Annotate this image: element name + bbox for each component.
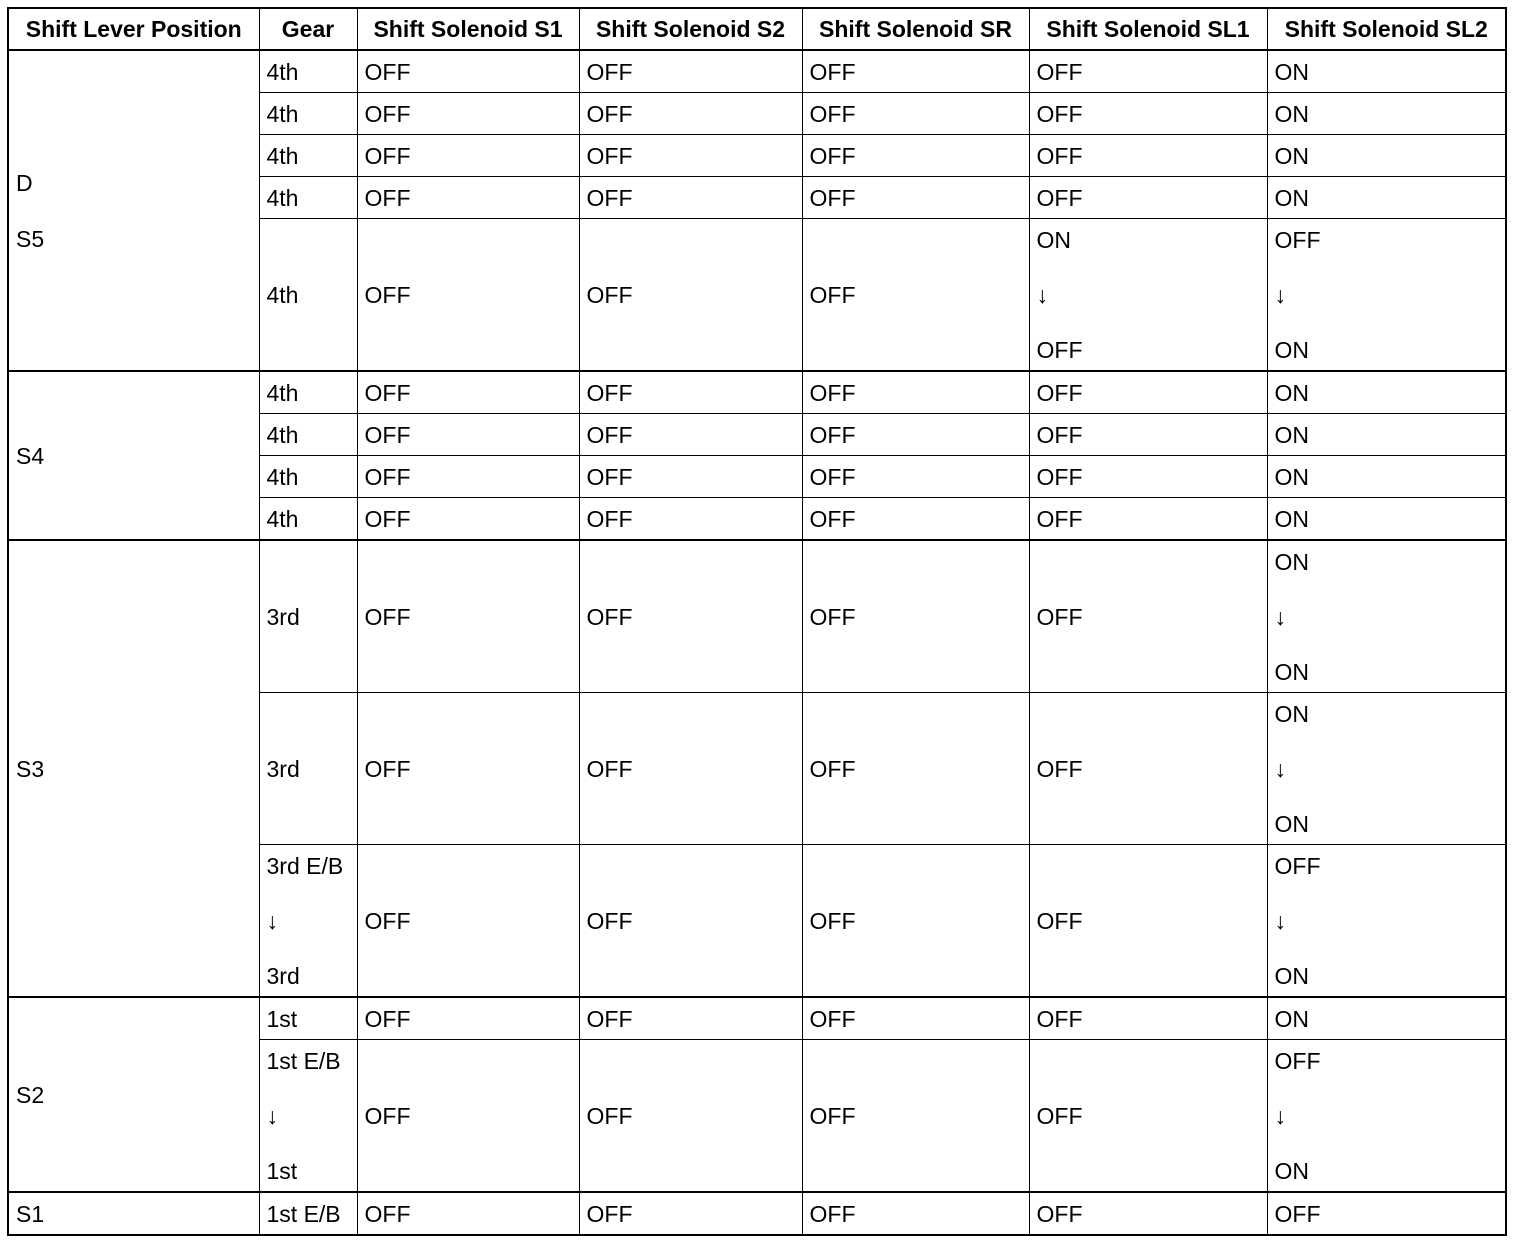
arrow-down-icon: ↓ [1274,603,1286,630]
header-shift-solenoid-s2: Shift Solenoid S2 [579,8,802,50]
s2-cell: OFF [579,845,802,998]
sr-cell: OFF [802,219,1029,372]
header-shift-solenoid-sl2: Shift Solenoid SL2 [1267,8,1506,50]
sl1-cell: OFF [1029,456,1267,498]
s1-cell: OFF [357,177,579,219]
sr-cell: OFF [802,177,1029,219]
arrow-down-icon: ↓ [266,1102,278,1129]
s1-cell: OFF [357,414,579,456]
table-body [8,50,1506,1235]
arrow-down-icon: ↓ [266,907,278,934]
table-row [8,371,1506,414]
sl1-cell: OFF [1029,1192,1267,1235]
sl2-cell: ON [1267,177,1506,219]
sl2-cell: ON [1267,135,1506,177]
cell-value: OFF [1274,226,1321,253]
arrow-down-icon: ↓ [1274,1102,1286,1129]
sl2-cell: ON [1267,997,1506,1040]
cell-value: 1st [266,1157,298,1184]
table-row [8,1192,1506,1235]
s1-cell: OFF [357,997,579,1040]
s1-cell: OFF [357,1192,579,1235]
cell-value: ON [1274,1157,1309,1184]
sl2-cell: ON [1267,93,1506,135]
s1-cell: OFF [357,135,579,177]
gear-cell: 4th [259,135,357,177]
sl1-cell: OFF [1029,1040,1267,1193]
cell-value: ON [1274,336,1309,363]
cell-value: OFF [1274,1047,1321,1074]
arrow-down-icon: ↓ [1036,281,1048,308]
s2-cell: OFF [579,693,802,845]
gear-cell: 4th [259,371,357,414]
s1-cell: OFF [357,371,579,414]
sr-cell: OFF [802,845,1029,998]
gear-cell: 4th [259,177,357,219]
sr-cell: OFF [802,50,1029,93]
cell-value: ON [1036,226,1071,253]
sr-cell: OFF [802,693,1029,845]
s2-cell: OFF [579,219,802,372]
s1-cell: OFF [357,540,579,693]
sl2-cell [1267,845,1506,998]
sr-cell: OFF [802,540,1029,693]
cell-value: ON [1274,548,1309,575]
shift-lever-position-label: S3 [16,755,45,782]
cell-value: OFF [1274,852,1321,879]
s2-cell: OFF [579,498,802,541]
table-row [8,50,1506,93]
s1-cell: OFF [357,845,579,998]
gear-cell: 4th [259,93,357,135]
sr-cell: OFF [802,997,1029,1040]
shift-lever-position-cell [8,371,259,540]
sl2-cell [1267,219,1506,372]
sr-cell: OFF [802,93,1029,135]
shift-lever-position-cell [8,1192,259,1235]
header-shift-solenoid-sr: Shift Solenoid SR [802,8,1029,50]
gear-cell: 4th [259,456,357,498]
gear-cell: 4th [259,414,357,456]
cell-value: 3rd E/B [266,852,344,879]
sl1-cell: OFF [1029,93,1267,135]
header-row [8,8,1506,50]
gear-cell [259,1040,357,1193]
s2-cell: OFF [579,540,802,693]
shift-lever-position-cell [8,50,259,371]
sl1-cell: OFF [1029,177,1267,219]
header-shift-lever-position: Shift Lever Position [8,8,259,50]
s1-cell: OFF [357,456,579,498]
sr-cell: OFF [802,371,1029,414]
cell-value: ON [1274,700,1309,727]
cell-value: ON [1274,658,1309,685]
sl1-cell: OFF [1029,371,1267,414]
sl1-cell: OFF [1029,997,1267,1040]
sr-cell: OFF [802,414,1029,456]
table-row [8,997,1506,1040]
shift-lever-position-label: S2 [16,1081,45,1108]
sl1-cell [1029,219,1267,372]
shift-lever-position-label: S4 [16,442,45,469]
sr-cell: OFF [802,498,1029,541]
s2-cell: OFF [579,414,802,456]
sl2-cell: ON [1267,371,1506,414]
sl1-cell: OFF [1029,540,1267,693]
sl2-cell: OFF [1267,1192,1506,1235]
s1-cell: OFF [357,693,579,845]
shift-lever-position-label: S5 [16,225,45,252]
s2-cell: OFF [579,177,802,219]
sl2-cell: ON [1267,50,1506,93]
gear-cell: 1st E/B [259,1192,357,1235]
sl2-cell [1267,693,1506,845]
s1-cell: OFF [357,219,579,372]
s2-cell: OFF [579,1040,802,1193]
s2-cell: OFF [579,371,802,414]
sl1-cell: OFF [1029,845,1267,998]
gear-cell: 3rd [259,540,357,693]
s1-cell: OFF [357,93,579,135]
cell-value: 1st E/B [266,1047,341,1074]
sl2-cell: ON [1267,498,1506,541]
arrow-down-icon: ↓ [1274,281,1286,308]
sl2-cell: ON [1267,414,1506,456]
sl1-cell: OFF [1029,414,1267,456]
sl2-cell: ON [1267,456,1506,498]
cell-value: OFF [1036,336,1083,363]
s2-cell: OFF [579,1192,802,1235]
gear-cell: 4th [259,498,357,541]
s2-cell: OFF [579,456,802,498]
arrow-down-icon: ↓ [1274,755,1286,782]
gear-cell: 4th [259,219,357,372]
s1-cell: OFF [357,1040,579,1193]
shift-lever-position-cell [8,997,259,1192]
shift-lever-position-cell [8,540,259,997]
sl1-cell: OFF [1029,135,1267,177]
s2-cell: OFF [579,93,802,135]
header-shift-solenoid-sl1: Shift Solenoid SL1 [1029,8,1267,50]
sr-cell: OFF [802,135,1029,177]
s2-cell: OFF [579,135,802,177]
sr-cell: OFF [802,456,1029,498]
s2-cell: OFF [579,50,802,93]
sl2-cell [1267,1040,1506,1193]
sr-cell: OFF [802,1192,1029,1235]
shift-lever-position-label: S1 [16,1200,45,1227]
s1-cell: OFF [357,498,579,541]
cell-value: 3rd [266,962,300,989]
cell-value: ON [1274,962,1309,989]
header-shift-solenoid-s1: Shift Solenoid S1 [357,8,579,50]
gear-cell: 4th [259,50,357,93]
s2-cell: OFF [579,997,802,1040]
gear-cell: 1st [259,997,357,1040]
table-row [8,540,1506,693]
cell-value: ON [1274,810,1309,837]
header-gear: Gear [259,8,357,50]
sl1-cell: OFF [1029,693,1267,845]
s1-cell: OFF [357,50,579,93]
arrow-down-icon: ↓ [1274,907,1286,934]
sl1-cell: OFF [1029,498,1267,541]
shift-lever-position-label: D [16,169,33,196]
solenoid-operation-table [7,7,1507,1236]
sl1-cell: OFF [1029,50,1267,93]
sl2-cell [1267,540,1506,693]
gear-cell: 3rd [259,693,357,845]
gear-cell [259,845,357,998]
sr-cell: OFF [802,1040,1029,1193]
